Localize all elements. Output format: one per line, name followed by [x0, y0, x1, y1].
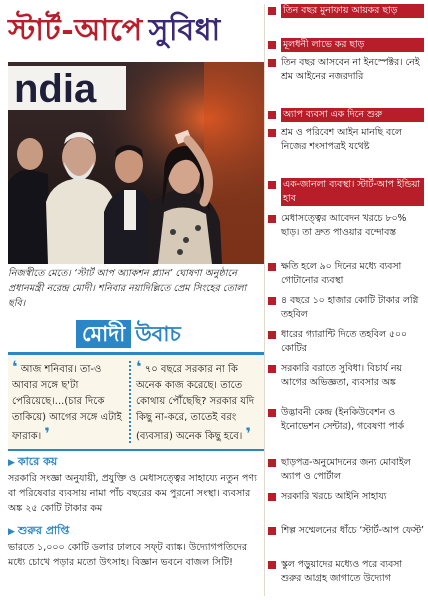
triangle-bullet-icon: ▶: [8, 527, 15, 537]
list-item: এক-জানলা ব্যবস্থা। স্টার্ট-আপ ইন্ডিয়া হাব: [268, 178, 424, 206]
modi-heading-part-1: মোদী: [76, 320, 131, 348]
open-quote-mark: ❛: [12, 357, 18, 376]
square-bullet-icon: [268, 365, 276, 373]
modi-quotes-heading: [76, 320, 196, 348]
square-bullet-icon: [268, 7, 276, 15]
selfie-photo-illustration: [8, 62, 265, 264]
list-item: সরকারি খরচে আইনি সাহায্য: [268, 490, 424, 504]
quote-2: [136, 359, 260, 445]
list-item: অ্যাপ ব্যবসা এক দিনে শুরু: [268, 108, 424, 122]
square-bullet-icon: [268, 129, 276, 137]
list-item: তিন বছর আসবেন না ইনস্পেক্টর। নেই শ্রম আইনের নজরদারি: [268, 56, 424, 84]
list-item: ছাড়পত্র-অনুমোদনের জন্য মোবাইল অ্যাপ ও পোর্টাল: [268, 456, 424, 484]
square-bullet-icon: [268, 181, 276, 189]
triangle-bullet-icon: ▶: [8, 458, 15, 468]
section-definition-heading-text: কারে কয়: [17, 455, 58, 468]
square-bullet-icon: [268, 459, 276, 467]
headline-part-1: স্টার্ট-আপে: [8, 13, 143, 48]
list-item: তিন বছর মুনাফায় আয়কর ছাড়: [268, 4, 424, 18]
list-item: শিল্প সম্মেলনের ধাঁচে ‘স্টার্ট-আপ ফেস্ট’: [268, 524, 424, 538]
list-item: শ্রম ও পরিবেশ আইন মানছি বলে নিজের শংসাপত্রই যথেষ্ট: [268, 126, 424, 154]
section-definition-body: সরকারি সংজ্ঞা অনুযায়ী, প্রযুক্তি ও মেধাসত্ত্বের সাহায্যে নতুন পণ্য বা পরিষেবার ব্যবসায় নামা পাঁচ বছরের কম পুরনো সংস্থা। ব্যবসার অঙ্ক ২৫ কোটি টাকার কম: [8, 473, 257, 514]
quote-1: [12, 359, 124, 445]
section-definition: [8, 454, 265, 516]
square-bullet-icon: [268, 111, 276, 119]
list-item: সরকারি বরাতে সুবিধা। বিচার্য নয় আগের অভিজ্ঞতা, ব্যবসার অঙ্ক: [268, 362, 424, 390]
square-bullet-icon: [268, 215, 276, 223]
column-divider: [264, 4, 265, 596]
square-bullet-icon: [268, 297, 276, 305]
quote-divider: [129, 361, 131, 443]
square-bullet-icon: [268, 561, 276, 569]
modi-heading-part-2: উবাচ: [135, 321, 181, 346]
square-bullet-icon: [268, 59, 276, 67]
quote-2-text: ৭০ বছরে সরকার না কি অনেক কাজ করেছে। তাতে কোথায় পৌঁছেছি? সরকার যদি কিছু না-করে, তাতেই বরং (ব্যবসার) অনেক কিছু হবে।: [136, 364, 255, 442]
list-item: স্কুল পড়ুয়াদের মধ্যেও পরে ব্যবসা শুরুর আগ্রহ জাগাতে উদ্যোগ: [268, 558, 424, 586]
list-item: উদ্ভাবনী কেন্দ্র (ইনকিউবেশন ও ইনোভেশন সেন্টার), গবেষণা পার্ক: [268, 406, 424, 434]
banner-text: ndia: [14, 67, 97, 111]
photo-caption: নিজস্বীতে মেতে। ‘স্টার্ট আপ অ্যাকশন প্ল্যান’ ঘোষণা অনুষ্ঠানে প্রধানমন্ত্রী নরেন্দ্র মোদী। শনিবার নয়াদিল্লিতে প্রেম সিংহের তোলা ছবি।: [8, 268, 247, 309]
square-bullet-icon: [268, 493, 276, 501]
close-quote-mark: ❜: [44, 424, 50, 443]
open-quote-mark: ❛: [136, 357, 142, 376]
headline: [8, 6, 258, 56]
quotes-box: [8, 352, 265, 451]
square-bullet-icon: [268, 331, 276, 339]
section-initial-gains-heading-text: শুরুর প্রাপ্তি: [17, 524, 70, 537]
square-bullet-icon: [268, 41, 276, 49]
square-bullet-icon: [268, 409, 276, 417]
section-initial-gains: [8, 523, 265, 570]
news-photo: [8, 62, 265, 264]
close-quote-mark: ❜: [245, 424, 252, 443]
section-definition-heading: [8, 454, 265, 471]
list-item: ক্ষতি হলে ৯০ দিনের মধ্যে ব্যবসা গোটানোর ব্যবস্থা: [268, 260, 424, 288]
benefits-list: [268, 4, 424, 598]
list-item: মেধাসত্ত্বের আবেদন খরচে ৮০% ছাড়। তা দ্রুত পাওয়ার বন্দোবস্ত: [268, 212, 424, 240]
list-item: ৪ বছরে ১০ হাজার কোটি টাকার লগ্নি তহবিল: [268, 294, 424, 322]
headline-part-2: সুবিধা: [148, 13, 221, 48]
square-bullet-icon: [268, 527, 276, 535]
list-item: ধারের গ্যারান্টি দিতে তহবিল ৫০০ কোটির: [268, 328, 424, 356]
section-initial-gains-body: ভারতে ১,০০০ কোটি ডলার ঢালবে সফ্‌ট ব্যাঙ্ক। উদ্যোগপতিদের মধ্যে চোখে পড়ার মতো উৎসাহ। বিজ্ঞান ভবনে বাজল সিটি!: [8, 542, 248, 568]
section-initial-gains-heading: [8, 523, 265, 540]
square-bullet-icon: [268, 263, 276, 271]
quote-1-text: আজ শনিবার। তা-ও আবার সঙ্গে ছ'টা পেরিয়েছে।...(চার দিকে তাকিয়ে) আগের সঙ্গে এটাই ফারাক।: [12, 364, 122, 442]
list-item: মূলধনী লাভে কর ছাড়: [268, 38, 424, 52]
